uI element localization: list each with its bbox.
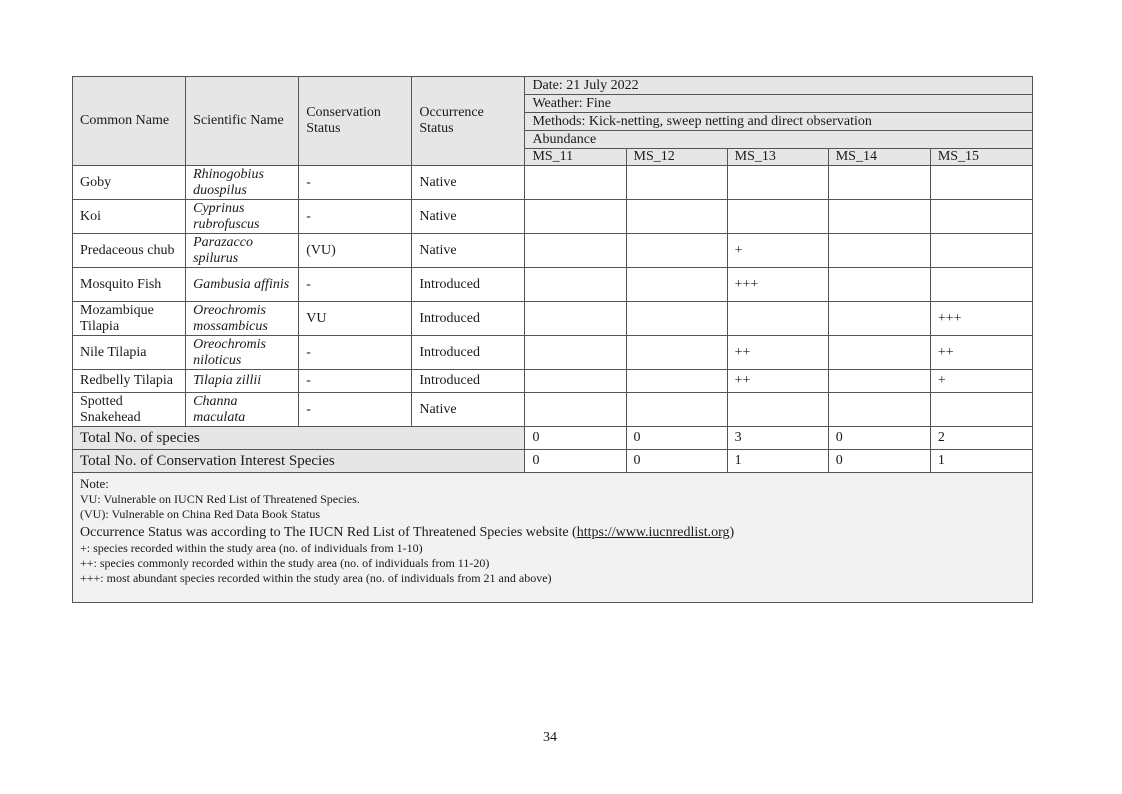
- abundance-cell: [828, 166, 930, 200]
- header-common-name: Common Name: [73, 77, 186, 166]
- site-header: MS_12: [626, 149, 727, 166]
- occurrence-status: Native: [412, 234, 525, 268]
- conservation-status: (VU): [299, 234, 412, 268]
- total-value: 1: [930, 450, 1032, 473]
- total-value: 3: [727, 427, 828, 450]
- header-occurrence-status: Occurrence Status: [412, 77, 525, 166]
- abundance-cell: +: [727, 234, 828, 268]
- total-value: 1: [727, 450, 828, 473]
- abundance-cell: [525, 166, 626, 200]
- abundance-cell: [727, 393, 828, 427]
- abundance-cell: +++: [727, 268, 828, 302]
- abundance-cell: [525, 393, 626, 427]
- abundance-cell: [525, 200, 626, 234]
- table-row: [73, 166, 1033, 200]
- notes-box: [73, 473, 1033, 603]
- conservation-status: VU: [299, 302, 412, 336]
- abundance-cell: [828, 200, 930, 234]
- occurrence-status: Introduced: [412, 336, 525, 370]
- total-value: 0: [525, 450, 626, 473]
- abundance-cell: [626, 336, 727, 370]
- header-methods: Methods: Kick-netting, sweep netting and direct observation: [525, 113, 1033, 131]
- abundance-cell: [727, 302, 828, 336]
- abundance-cell: [828, 393, 930, 427]
- abundance-cell: [626, 370, 727, 393]
- occurrence-status: Introduced: [412, 268, 525, 302]
- abundance-cell: ++: [727, 336, 828, 370]
- scientific-name: Channa maculata: [186, 393, 299, 427]
- abundance-cell: [525, 370, 626, 393]
- table-row: [73, 268, 1033, 302]
- abundance-cell: ++: [930, 336, 1032, 370]
- occurrence-status: Introduced: [412, 370, 525, 393]
- scientific-name: Cyprinus rubrofuscus: [186, 200, 299, 234]
- occurrence-status: Introduced: [412, 302, 525, 336]
- note-occurrence-prefix: Occurrence Status was according to The IUCN Red List of Threatened Species website (: [80, 525, 577, 540]
- fish-survey-table: [72, 76, 1033, 603]
- total-value: 2: [930, 427, 1032, 450]
- site-header: MS_11: [525, 149, 626, 166]
- conservation-status: -: [299, 166, 412, 200]
- abundance-cell: [626, 200, 727, 234]
- abundance-cell: [828, 336, 930, 370]
- note-vu: VU: Vulnerable on IUCN Red List of Threatened Species.: [80, 492, 360, 506]
- abundance-cell: [626, 268, 727, 302]
- site-header: MS_15: [930, 149, 1032, 166]
- iucn-link[interactable]: https://www.iucnredlist.org: [576, 525, 730, 540]
- table-row: [73, 200, 1033, 234]
- abundance-cell: [525, 336, 626, 370]
- total-value: 0: [626, 450, 727, 473]
- header-date: Date: 21 July 2022: [525, 77, 1033, 95]
- abundance-cell: [525, 268, 626, 302]
- total-value: 0: [828, 427, 930, 450]
- conservation-status: -: [299, 200, 412, 234]
- table-row: [73, 302, 1033, 336]
- total-value: 0: [525, 427, 626, 450]
- total-species-row: [73, 427, 1033, 450]
- abundance-cell: [930, 200, 1032, 234]
- common-name: Spotted Snakehead: [73, 393, 186, 427]
- conservation-status: -: [299, 336, 412, 370]
- total-label: Total No. of Conservation Interest Species: [73, 450, 525, 473]
- total-label: Total No. of species: [73, 427, 525, 450]
- abundance-cell: [727, 200, 828, 234]
- abundance-cell: [930, 166, 1032, 200]
- note-occurrence: [80, 524, 1025, 541]
- site-header: MS_13: [727, 149, 828, 166]
- occurrence-status: Native: [412, 166, 525, 200]
- scientific-name: Tilapia zillii: [186, 370, 299, 393]
- abundance-cell: [930, 393, 1032, 427]
- common-name: Nile Tilapia: [73, 336, 186, 370]
- note-vu-china: (VU): Vulnerable on China Red Data Book Status: [80, 507, 321, 521]
- abundance-cell: [626, 393, 727, 427]
- abundance-cell: [525, 302, 626, 336]
- abundance-cell: [626, 234, 727, 268]
- abundance-cell: [626, 166, 727, 200]
- scientific-name: Oreochromis niloticus: [186, 336, 299, 370]
- conservation-status: -: [299, 393, 412, 427]
- common-name: Predaceous chub: [73, 234, 186, 268]
- abundance-cell: [930, 268, 1032, 302]
- scientific-name: Oreochromis mossambicus: [186, 302, 299, 336]
- common-name: Goby: [73, 166, 186, 200]
- table-row: [73, 370, 1033, 393]
- abundance-cell: +: [930, 370, 1032, 393]
- abundance-cell: [930, 234, 1032, 268]
- note-plus2: ++: species commonly recorded within the study area (no. of individuals from 11-20): [80, 556, 490, 570]
- abundance-cell: [828, 268, 930, 302]
- note-title: Note:: [80, 476, 109, 491]
- note-plus1: +: species recorded within the study area (no. of individuals from 1-10): [80, 541, 423, 555]
- conservation-status: -: [299, 268, 412, 302]
- scientific-name: Parazacco spilurus: [186, 234, 299, 268]
- common-name: Redbelly Tilapia: [73, 370, 186, 393]
- table-row: [73, 234, 1033, 268]
- table-row: [73, 336, 1033, 370]
- conservation-status: -: [299, 370, 412, 393]
- abundance-cell: [525, 234, 626, 268]
- common-name: Mosquito Fish: [73, 268, 186, 302]
- abundance-cell: [828, 302, 930, 336]
- total-value: 0: [626, 427, 727, 450]
- common-name: Koi: [73, 200, 186, 234]
- site-header: MS_14: [828, 149, 930, 166]
- header-conservation-status: Conservation Status: [299, 77, 412, 166]
- total-conservation-row: [73, 450, 1033, 473]
- table-row: [73, 393, 1033, 427]
- occurrence-status: Native: [412, 200, 525, 234]
- abundance-cell: [828, 234, 930, 268]
- page-number: 34: [543, 730, 557, 745]
- header-scientific-name: Scientific Name: [186, 77, 299, 166]
- occurrence-status: Native: [412, 393, 525, 427]
- abundance-cell: ++: [727, 370, 828, 393]
- total-value: 0: [828, 450, 930, 473]
- abundance-cell: [727, 166, 828, 200]
- abundance-cell: [828, 370, 930, 393]
- abundance-cell: [626, 302, 727, 336]
- scientific-name: Gambusia affinis: [186, 268, 299, 302]
- note-occurrence-suffix: ): [729, 525, 735, 540]
- note-plus3: +++: most abundant species recorded within the study area (no. of individuals from 21 and above): [80, 571, 552, 585]
- header-weather: Weather: Fine: [525, 95, 1033, 113]
- scientific-name: Rhinogobius duospilus: [186, 166, 299, 200]
- header-abundance: Abundance: [525, 131, 1033, 149]
- abundance-cell: +++: [930, 302, 1032, 336]
- common-name: Mozambique Tilapia: [73, 302, 186, 336]
